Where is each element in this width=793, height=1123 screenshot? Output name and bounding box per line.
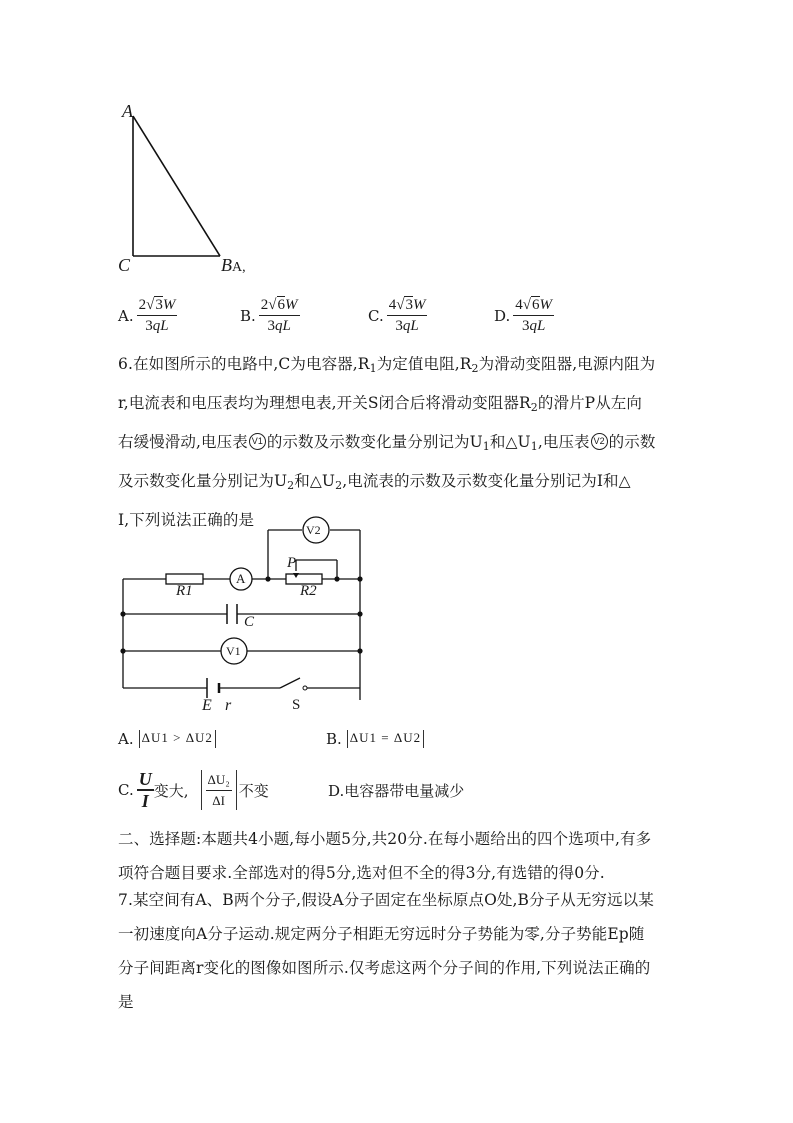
q6-line-3: 右缓慢滑动,电压表 V1 的示数及示数变化量分别记为$U_1$和$\triangle U_1$,电压表 V2 的示数 <box>118 433 656 453</box>
q5-option-b-label: B. <box>240 306 256 325</box>
vertex-a-label: A <box>122 101 133 121</box>
voltmeter-v2-icon: V2 <box>591 433 608 450</box>
section-2-header <box>118 822 688 890</box>
q6-line-2: r,电流表和电压表均为理想电表,开关S闭合后将滑动变阻器$R_2$的滑片P从左向 <box>118 394 643 414</box>
q6-stem <box>118 347 688 537</box>
q6-option-a-label: A. <box>118 730 134 748</box>
q5-option-a[interactable]: A. $\frac{2√3W}{3qL}$ <box>118 297 176 334</box>
vertex-c-label: C <box>118 255 131 275</box>
side-ab <box>133 116 220 256</box>
circuit-v2-label: V2 <box>306 523 321 537</box>
circuit-r2-label: R2 <box>300 583 317 599</box>
voltmeter-v1-icon: V1 <box>249 433 266 450</box>
q5-option-c[interactable]: C. $\frac{4√3W}{3qL}$ <box>368 297 426 334</box>
circuit-v1-label: V1 <box>226 644 241 658</box>
q5-option-d-label: D. <box>494 306 511 325</box>
q5-option-c-label: C. <box>368 306 384 325</box>
q6-option-a[interactable] <box>118 730 218 748</box>
q5-option-a-label: A. <box>118 306 134 325</box>
q6-option-c-label: C. <box>118 781 134 799</box>
triangle-figure <box>110 96 260 281</box>
q6-option-d[interactable]: D.电容器带电量减少 <box>328 782 465 800</box>
q5-option-d[interactable]: D. $\frac{4√6W}{3qL}$ <box>494 297 552 334</box>
vertex-b-label: BA, <box>221 255 246 275</box>
q6-line-1: 6.在如图所示的电路中,C为电容器$,R_1$为定值电阻$,R_2$为滑动变阻器,电源内阻为 <box>118 355 656 375</box>
switch-contact <box>303 686 307 690</box>
switch-blade <box>280 678 300 688</box>
section-2-line-1: 二、选择题:本题共4小题,每小题5分,共20分.在每小题给出的四个选项中,有多 <box>118 830 652 848</box>
circuit-ammeter-label: A <box>236 571 246 586</box>
circuit-r-label: r <box>225 697 232 714</box>
q6-option-a-expr: ΔU1 > ΔU2 <box>137 730 218 748</box>
circuit-p-label: P <box>287 555 297 571</box>
q6-line-5: I,下列说法正确的是 <box>118 511 255 529</box>
circuit-c-label: C <box>244 614 255 630</box>
q6-option-b[interactable] <box>326 730 426 748</box>
circuit-s-label: S <box>292 697 301 713</box>
q7-line-3: 分子间距离r变化的图像如图所示.仅考虑这两个分子间的作用,下列说法正确的 <box>118 959 651 977</box>
q5-option-b[interactable]: B. $\frac{2√6W}{3qL}$ <box>240 297 298 334</box>
circuit-r1-label: R1 <box>176 583 193 599</box>
q6-option-b-expr: ΔU1 = ΔU2 <box>345 730 426 748</box>
q7-line-2: 一初速度向A分子运动.规定两分子相距无穷远时分子势能为零,分子势能Ep随 <box>118 925 645 943</box>
q7-line-1: 7.某空间有A、B两个分子,假设A分子固定在坐标原点O处,B分子从无穷远以某 <box>118 891 654 909</box>
q6-option-c[interactable]: C. $\frac{U}{I}$ 变大, $\frac{\text{ΔU₂}}{\Delta I}$ 不变 <box>118 769 269 811</box>
q6-line-4: 及示数变化量分别记为$U_2$和$\triangle U_2$,电流表的示数及示数变化量分别记为I和△ <box>118 472 631 492</box>
section-2-line-2: 项符合题目要求.全部选对的得5分,选对但不全的得3分,有选错的得0分. <box>118 864 605 882</box>
q7-line-4: 是 <box>118 993 134 1011</box>
q6-option-b-label: B. <box>326 730 342 748</box>
circuit-e-label: E <box>202 697 212 714</box>
q7-stem <box>118 883 688 1019</box>
